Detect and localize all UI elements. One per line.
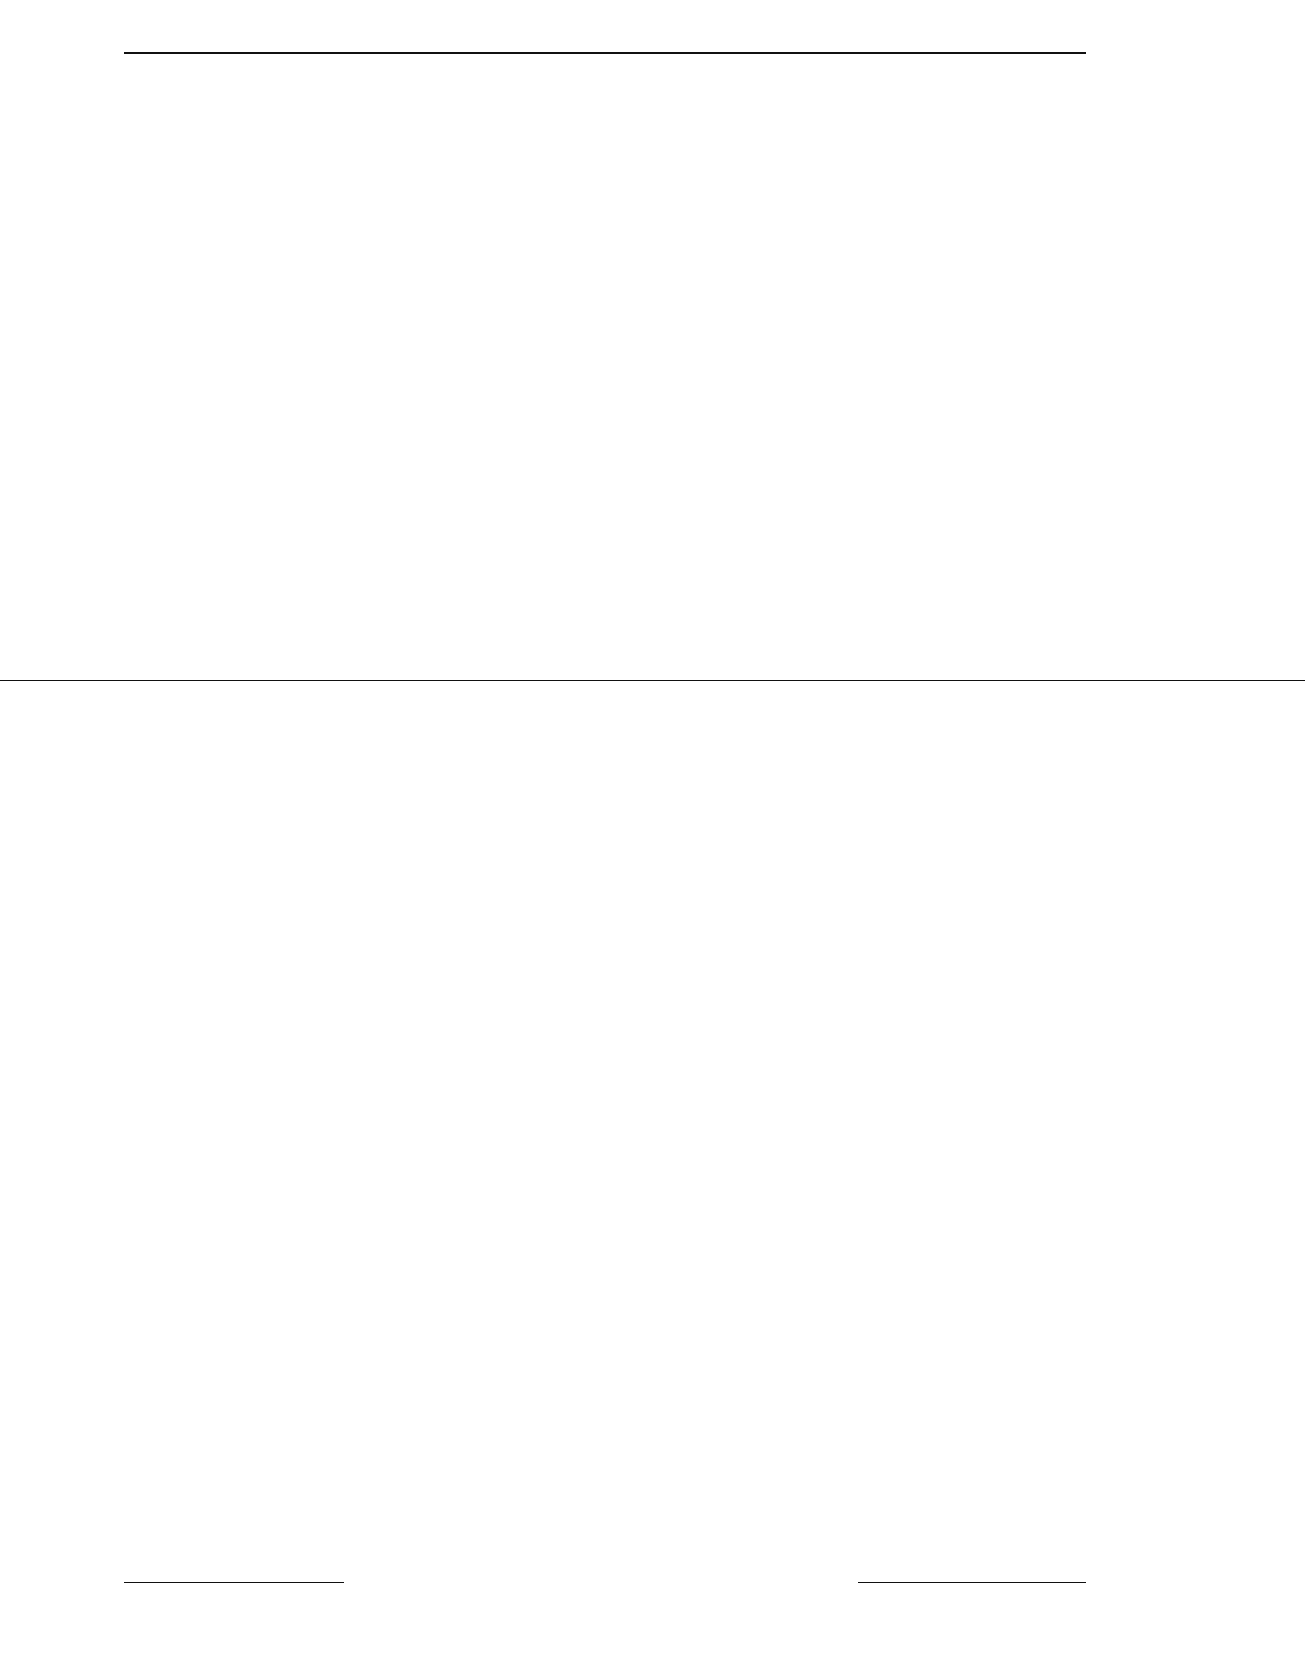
footer-rule-right [858,1582,1086,1583]
top-rule [124,52,1086,54]
footer-rule-left [124,1582,344,1583]
section-divider-rule [0,680,1305,681]
